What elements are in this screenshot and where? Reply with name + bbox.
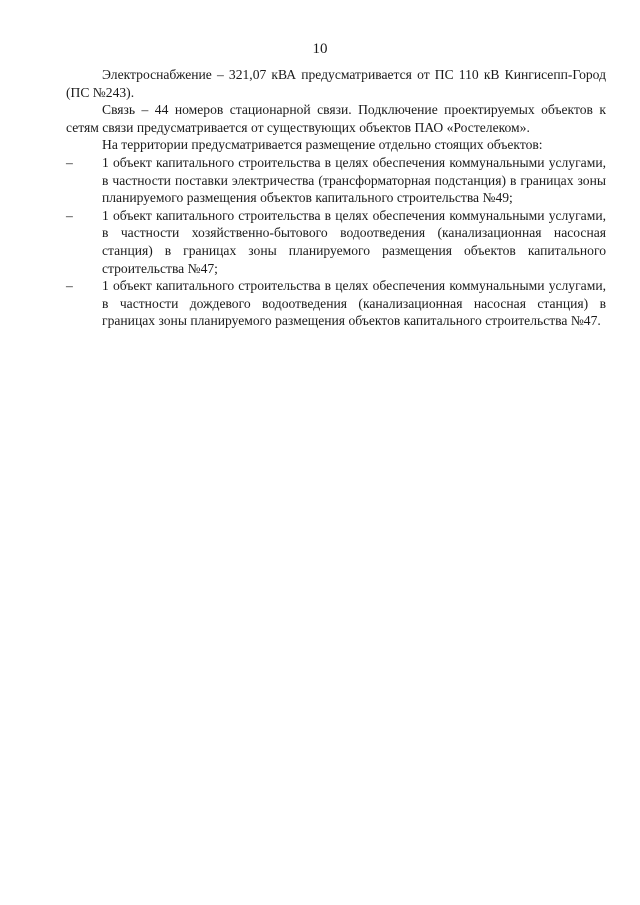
list-item — [66, 277, 606, 330]
list-item-text: 1 объект капитального строительства в целях обеспечения коммунальными услугами, в частности хозяйственно-бытового водоотведения (канализационная насосная станция) в границах зоны планируемого размещения объектов капитального строительства №47; — [102, 207, 606, 276]
list-item — [66, 207, 606, 277]
paragraph-power-supply: Электроснабжение – 321,07 кВА предусматривается от ПС 110 кВ Кингисепп-Город (ПС №243). — [66, 67, 606, 100]
list-item-text: 1 объект капитального строительства в целях обеспечения коммунальными услугами, в частности дождевого водоотведения (канализационная насосная станция) в границах зоны планируемого размещения объектов капитального строительства №47. — [102, 278, 606, 329]
list-dash: – — [66, 278, 73, 294]
list-item-text: 1 объект капитального строительства в целях обеспечения коммунальными услугами, в частности поставки электричества (трансформаторная подстанция) в границах зоны планируемого размещения объектов капитального строительства №49; — [102, 154, 606, 206]
list-dash: – — [66, 207, 73, 223]
list-dash: – — [66, 154, 73, 170]
page-number: 10 — [312, 41, 328, 57]
paragraph-communications: Связь – 44 номеров стационарной связи. Подключение проектируемых объектов к сетям связи предусматривается от существующих объектов ПАО «Ростелеком». — [66, 102, 606, 135]
document-body — [66, 66, 606, 330]
paragraph-objects-intro: На территории предусматривается размещение отдельно стоящих объектов: — [102, 137, 543, 153]
objects-list — [66, 154, 606, 330]
list-item — [66, 154, 606, 207]
